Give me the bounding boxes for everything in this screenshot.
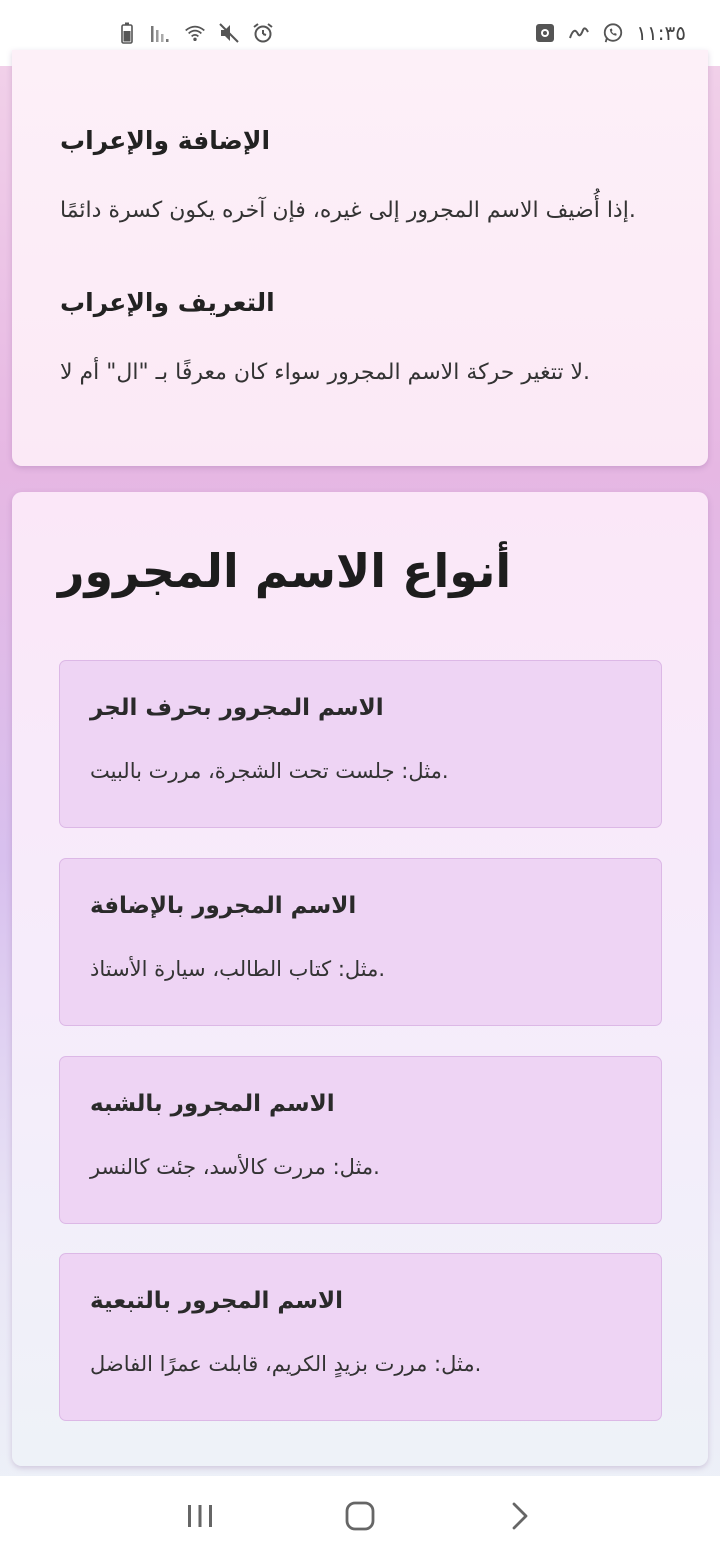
battery-icon: [116, 22, 138, 44]
recent-apps-button[interactable]: [170, 1488, 230, 1548]
type-item: [59, 858, 662, 1026]
type-item-title: الاسم المجرور بالإضافة: [90, 893, 357, 919]
navigation-bar: [0, 1476, 720, 1560]
type-item-example: .مثل: مررت بزيدٍ الكريم، قابلت عمرًا الفاضل: [90, 1352, 482, 1376]
signal-icon: [150, 22, 172, 44]
type-item-example: .مثل: جلست تحت الشجرة، مررت بالبيت: [90, 759, 449, 783]
recent-apps-icon: [185, 1503, 215, 1533]
status-icons-left: [116, 22, 274, 44]
grammar-notes-card: [12, 50, 708, 466]
type-item: [59, 1056, 662, 1224]
type-item-title: الاسم المجرور بحرف الجر: [90, 695, 384, 721]
mute-icon: [218, 22, 240, 44]
screen-record-icon: [534, 22, 556, 44]
alarm-icon: [252, 22, 274, 44]
signature-icon: [568, 22, 590, 44]
status-icons-right: [534, 21, 686, 45]
back-button[interactable]: [490, 1488, 550, 1548]
tarif-heading: التعريف والإعراب: [60, 288, 275, 317]
home-icon: [344, 1500, 376, 1536]
type-item-title: الاسم المجرور بالتبعية: [90, 1288, 344, 1314]
type-item-title: الاسم المجرور بالشبه: [90, 1091, 335, 1117]
type-item-example: .مثل: مررت كالأسد، جئت كالنسر: [90, 1155, 380, 1179]
type-item-example: .مثل: كتاب الطالب، سيارة الأستاذ: [90, 957, 386, 981]
idafa-heading: الإضافة والإعراب: [60, 126, 271, 155]
tarif-text: .لا تتغير حركة الاسم المجرور سواء كان معرفًا بـ "ال" أم لا: [60, 360, 591, 385]
idafa-text: .إذا أُضيف الاسم المجرور إلى غيره، فإن آخره يكون كسرة دائمًا: [60, 198, 636, 223]
clock-time: ١١:٣٥: [636, 21, 686, 45]
majrur-types-card: [12, 492, 708, 1466]
back-icon: [510, 1501, 530, 1535]
home-button[interactable]: [330, 1488, 390, 1548]
wifi-icon: [184, 22, 206, 44]
whatsapp-icon: [602, 22, 624, 44]
type-item: [59, 660, 662, 828]
types-title: أنواع الاسم المجرور: [58, 544, 512, 598]
type-item: [59, 1253, 662, 1421]
